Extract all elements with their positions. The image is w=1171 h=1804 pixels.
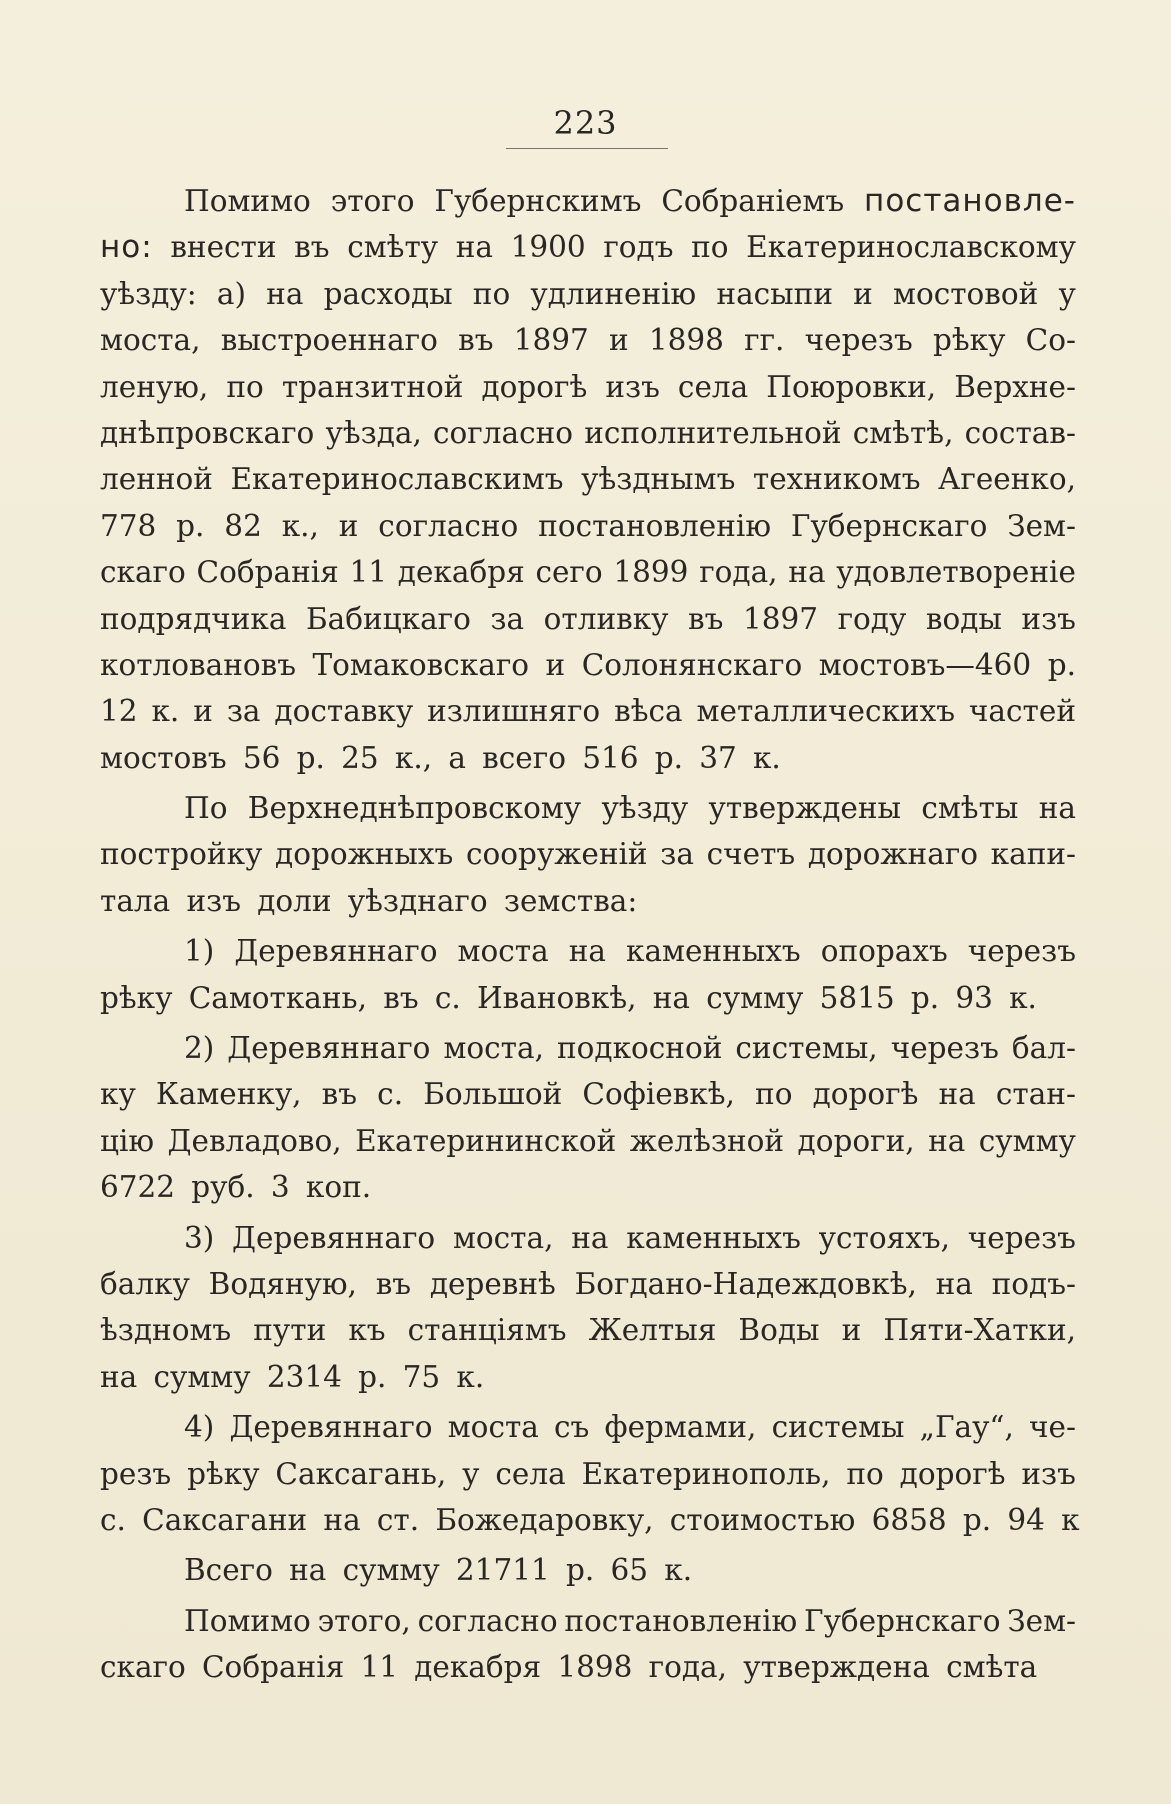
word: дорожнаго <box>807 837 979 872</box>
word: Екатерининской <box>355 1123 617 1158</box>
word: капи- <box>990 837 1076 872</box>
word: 4) <box>184 1410 215 1445</box>
word: 37 <box>699 740 737 775</box>
word: 93 <box>955 980 993 1015</box>
word: гг. <box>744 323 785 358</box>
word: села <box>677 369 749 404</box>
word: излишняго <box>427 694 601 729</box>
word: земства: <box>503 883 638 918</box>
word: году <box>837 601 907 636</box>
word: 3 <box>270 1170 290 1205</box>
word: тала <box>100 883 171 918</box>
word: стоимостью <box>669 1502 856 1537</box>
word: черезъ <box>804 323 913 358</box>
word: счетъ <box>706 837 796 872</box>
word: 56 <box>242 740 281 775</box>
word: р. <box>1047 647 1076 682</box>
word: на <box>289 1553 327 1588</box>
word: каменныхъ <box>626 1220 801 1255</box>
word: 1898 <box>648 323 724 358</box>
word: деревнѣ <box>429 1266 556 1301</box>
word: 12 <box>100 694 138 729</box>
word: внести <box>170 230 277 265</box>
word: сумму <box>342 1553 440 1588</box>
word: на <box>928 1123 966 1158</box>
word: на <box>568 934 606 969</box>
word: техникомъ <box>752 462 921 497</box>
word: к. <box>1009 980 1037 1015</box>
word: 1897 <box>513 323 589 358</box>
word: Воды <box>738 1313 820 1348</box>
word: согласно <box>433 415 574 450</box>
word: с. <box>377 1077 404 1112</box>
word: 2314 <box>266 1359 342 1394</box>
word: Каменку, <box>155 1077 302 1112</box>
word: пути <box>253 1313 327 1348</box>
word: Екатеринополь, <box>581 1456 831 1491</box>
word: цію <box>100 1123 155 1158</box>
word: 6858 <box>871 1502 947 1537</box>
text-line <box>100 503 1076 549</box>
word: уѣзду <box>601 791 689 826</box>
word: к. <box>151 694 180 729</box>
word: Со- <box>1025 323 1076 358</box>
word: мостовой <box>893 276 1039 311</box>
word: транзитной <box>281 369 464 404</box>
word: постановленію <box>538 508 772 543</box>
word: фермами, <box>604 1410 757 1445</box>
word: 75 <box>402 1359 441 1394</box>
word: системы, <box>735 1031 878 1066</box>
word: въ <box>321 1077 358 1112</box>
word: сумму <box>706 980 804 1015</box>
word: руб. <box>191 1170 255 1205</box>
word: у <box>462 1456 480 1491</box>
word: р. <box>566 1553 595 1588</box>
word: села <box>495 1456 566 1491</box>
word: 94 <box>1007 1502 1045 1537</box>
word: черезъ <box>890 1031 999 1066</box>
text-line <box>100 410 1076 456</box>
word: въ <box>688 601 724 636</box>
word: доставку <box>274 694 414 729</box>
word: Большой <box>423 1077 563 1112</box>
text-line <box>100 224 1076 270</box>
word: 25 <box>341 740 379 775</box>
word: Собранія <box>201 1650 345 1685</box>
word: рѣку <box>187 1456 260 1491</box>
word: изъ <box>1021 601 1076 636</box>
word: по <box>691 230 729 265</box>
word: Пяти-Хатки, <box>883 1313 1076 1348</box>
word: на <box>571 1220 609 1255</box>
word: 778 <box>100 508 157 543</box>
word: Собранія <box>196 555 339 590</box>
word: а) <box>216 276 246 311</box>
word: согласно <box>378 508 519 543</box>
word: вѣса <box>614 694 683 729</box>
text-line <box>100 596 1076 642</box>
word: Губернскимъ <box>434 184 642 218</box>
word: и <box>841 1313 862 1348</box>
word: ѣздномъ <box>100 1313 232 1348</box>
text-line <box>100 364 1076 410</box>
word: котловановъ <box>100 647 297 682</box>
word: у <box>1058 276 1076 311</box>
word: р. <box>296 740 325 775</box>
word: 11 <box>360 1650 399 1685</box>
word: дороги, <box>797 1123 915 1158</box>
text-line <box>100 1307 1076 1353</box>
word: металлическихъ <box>696 694 955 729</box>
word: декабря <box>414 1650 542 1685</box>
word: по <box>226 369 264 404</box>
word: смѣты <box>921 791 1019 826</box>
word: подрядчика <box>100 601 287 636</box>
word: ст. <box>376 1502 420 1537</box>
word: 516 <box>582 740 639 775</box>
word: черезъ <box>967 934 1076 969</box>
word: к. <box>456 1359 485 1394</box>
word: Помимо <box>184 1603 311 1638</box>
word: на <box>935 1266 973 1301</box>
word: 1897 <box>742 601 819 636</box>
word: дорогѣ <box>481 369 588 404</box>
word: утверждена <box>743 1650 930 1685</box>
word: Губернскаго <box>804 1603 1001 1638</box>
word: р. <box>910 980 940 1015</box>
word: Девладово, <box>167 1123 342 1158</box>
word: доли <box>257 883 332 918</box>
text-line <box>100 785 1076 831</box>
word: Агеенко, <box>938 462 1076 497</box>
word: моста <box>457 934 549 969</box>
word: на <box>1038 791 1076 826</box>
word: р. <box>654 740 683 775</box>
word: расходы <box>323 276 453 311</box>
word: сумму <box>153 1359 251 1394</box>
text-line <box>100 1071 1076 1117</box>
word: ку <box>100 1077 136 1112</box>
text-line <box>100 1497 1080 1543</box>
text-line <box>100 1354 1076 1400</box>
word: Деревяннаго <box>229 1410 433 1445</box>
word: моста, <box>452 1220 554 1255</box>
word: насыпи <box>716 276 833 311</box>
word: коп. <box>305 1170 372 1205</box>
word: 82 <box>224 508 262 543</box>
word: Верхне- <box>954 369 1076 404</box>
word: 65 <box>610 1553 649 1588</box>
word: Верхнеднѣпровскому <box>247 791 582 826</box>
word: сего <box>535 555 603 590</box>
word: Собраніемъ <box>661 184 845 218</box>
word: воды <box>925 601 1002 636</box>
word: моста, <box>443 1031 544 1066</box>
text-line <box>100 735 1076 781</box>
word: изъ <box>186 883 241 918</box>
word: Всего <box>184 1553 273 1588</box>
text-line <box>100 1025 1076 1071</box>
word: р. <box>962 1502 992 1537</box>
word: въ <box>458 323 494 358</box>
word: постановленію <box>564 1603 798 1638</box>
word: мостовъ <box>100 740 227 775</box>
word: с. <box>100 1502 126 1537</box>
word: моста <box>447 1410 539 1445</box>
word: выстроеннаго <box>220 323 438 358</box>
word: съ <box>554 1410 590 1445</box>
word: че- <box>1029 1410 1076 1445</box>
word: по <box>755 1077 793 1112</box>
word: Саксагань, <box>275 1456 447 1491</box>
word: удлиненію <box>530 276 697 311</box>
word: Зем- <box>1007 1603 1076 1638</box>
word: днѣпровскаго <box>100 415 315 450</box>
word: скаго <box>100 1650 186 1685</box>
word: леную, <box>100 369 209 404</box>
word: Софіевкѣ, <box>582 1077 735 1112</box>
word: Солонянскаго <box>581 647 803 682</box>
word: и <box>545 647 566 682</box>
word: 5815 <box>819 980 895 1015</box>
text-line <box>100 878 1076 924</box>
text-line <box>100 271 1076 317</box>
word: с. <box>434 980 461 1015</box>
word: 1898 <box>557 1650 633 1685</box>
text-line <box>100 456 1076 502</box>
word: изъ <box>605 369 660 404</box>
word: Деревяннаго <box>234 934 438 969</box>
word: ленной <box>100 462 213 497</box>
word: на <box>938 1077 976 1112</box>
text-line <box>100 1598 1076 1644</box>
word: подкосной <box>556 1031 723 1066</box>
word: Помимо <box>184 184 311 218</box>
page-number: 223 <box>553 104 618 142</box>
text-line <box>100 642 1076 688</box>
word: на <box>455 230 493 265</box>
word: года, <box>699 555 778 590</box>
word: 11 <box>349 555 388 590</box>
word: въ <box>375 1266 412 1301</box>
text-line <box>100 1261 1076 1307</box>
word: Ивановкѣ, <box>476 980 637 1015</box>
word: к., <box>281 508 319 543</box>
word: системы <box>771 1410 905 1445</box>
word: Екатеринославскимъ <box>230 462 564 497</box>
word: отливку <box>543 601 669 636</box>
word: Водяную, <box>208 1266 357 1301</box>
word: по <box>846 1456 884 1491</box>
word: Саксагани <box>142 1502 308 1537</box>
word: Губернскаго <box>790 508 988 543</box>
word: р. <box>358 1359 387 1394</box>
word: изъ <box>1021 1456 1076 1491</box>
word: „Гау“, <box>919 1410 1014 1445</box>
word: на <box>652 980 690 1015</box>
word: года, <box>648 1650 728 1685</box>
word: сооруженій <box>465 837 648 872</box>
word: 1) <box>184 934 215 969</box>
text-line <box>100 1451 1076 1497</box>
word: удовлетвореніе <box>836 555 1076 590</box>
word: согласно <box>417 1603 558 1638</box>
word: годъ <box>603 230 674 265</box>
word: станціямъ <box>407 1313 567 1348</box>
word: 3) <box>184 1220 215 1255</box>
word: постановле- <box>864 183 1076 219</box>
word: на <box>100 1359 138 1394</box>
word: за <box>660 837 694 872</box>
text-line <box>100 1404 1076 1450</box>
text-line <box>100 178 1076 224</box>
word: дорогѣ <box>812 1077 919 1112</box>
word: на <box>323 1502 361 1537</box>
text-line <box>100 975 1076 1021</box>
word: за <box>490 601 525 636</box>
word: смѣту <box>347 230 439 265</box>
text-line <box>100 831 1076 877</box>
word: и <box>338 508 359 543</box>
word: рѣку <box>100 980 173 1015</box>
word: сумму <box>978 1123 1076 1158</box>
word: Поюровки, <box>766 369 937 404</box>
word: мостовъ—460 <box>818 647 1032 682</box>
word: декабря <box>397 555 525 590</box>
word: Екатеринославскому <box>746 230 1076 265</box>
word: Деревяннаго <box>232 1220 436 1255</box>
word: моста, <box>100 323 201 358</box>
word: стан- <box>995 1077 1076 1112</box>
word: Божедаровку, <box>435 1502 654 1537</box>
word: 1900 <box>510 230 586 265</box>
word: къ <box>348 1313 386 1348</box>
page-text <box>100 178 1080 1695</box>
word: смѣтѣ, <box>852 415 954 450</box>
word: а <box>448 740 466 775</box>
word: уѣзднаго <box>347 883 488 918</box>
word: постройку <box>100 837 263 872</box>
page-number-rule <box>506 148 668 149</box>
word: но: <box>100 229 153 266</box>
word: смѣта <box>946 1650 1038 1685</box>
word: скаго <box>100 555 186 590</box>
word: По <box>184 791 228 826</box>
word: частей <box>968 694 1076 729</box>
word: Желтыя <box>588 1313 717 1348</box>
text-line <box>100 928 1076 974</box>
word: 2) <box>184 1031 215 1066</box>
word: бал- <box>1011 1031 1076 1066</box>
word: подъ- <box>991 1266 1076 1301</box>
text-line <box>100 1164 1076 1210</box>
word: Самоткань, <box>188 980 367 1015</box>
text-line <box>100 317 1076 363</box>
word: этого, <box>317 1603 411 1638</box>
word: утверждены <box>708 791 902 826</box>
word: Богдано-Надеждовкѣ, <box>574 1266 917 1301</box>
word: рѣку <box>933 323 1006 358</box>
word: Томаковскаго <box>312 647 530 682</box>
word: и <box>193 694 213 729</box>
word: уѣзднымъ <box>581 462 736 497</box>
word: уѣзду: <box>100 276 197 311</box>
word: уѣзда, <box>325 415 422 450</box>
word: опорахъ <box>820 934 948 969</box>
word: к. <box>664 1553 693 1588</box>
word: р. <box>176 508 205 543</box>
word: 1899 <box>613 555 689 590</box>
word: балку <box>100 1266 190 1301</box>
word: резъ <box>100 1456 172 1491</box>
text-line <box>100 549 1076 595</box>
word: желѣзной <box>629 1123 785 1158</box>
word: Деревяннаго <box>227 1031 431 1066</box>
word: на <box>788 555 826 590</box>
word: 21711 <box>455 1553 550 1588</box>
word: 6722 <box>100 1170 176 1205</box>
word: Бабицкаго <box>305 601 471 636</box>
text-line <box>100 1215 1076 1261</box>
word: и <box>853 276 873 311</box>
text-line <box>100 1118 1076 1164</box>
word: и <box>608 323 629 358</box>
text-line <box>100 1644 1076 1690</box>
word: по <box>472 276 511 311</box>
word: к., <box>394 740 433 775</box>
word: черезъ <box>967 1220 1076 1255</box>
word: въ <box>383 980 419 1015</box>
text-line <box>100 1547 1076 1593</box>
word: дорогѣ <box>899 1456 1006 1491</box>
word: каменныхъ <box>626 934 801 969</box>
word: к <box>1061 1502 1080 1537</box>
text-line <box>100 688 1076 734</box>
word: Зем- <box>1007 508 1076 543</box>
word: всего <box>482 740 566 775</box>
word: устояхъ, <box>818 1220 951 1255</box>
word: этого <box>330 184 415 218</box>
word: въ <box>294 230 330 265</box>
word: к. <box>752 740 781 775</box>
word: за <box>226 694 261 729</box>
word: исполнительной <box>584 415 842 450</box>
word: на <box>266 276 304 311</box>
word: дорожныхъ <box>275 837 454 872</box>
word: состав- <box>964 415 1076 450</box>
